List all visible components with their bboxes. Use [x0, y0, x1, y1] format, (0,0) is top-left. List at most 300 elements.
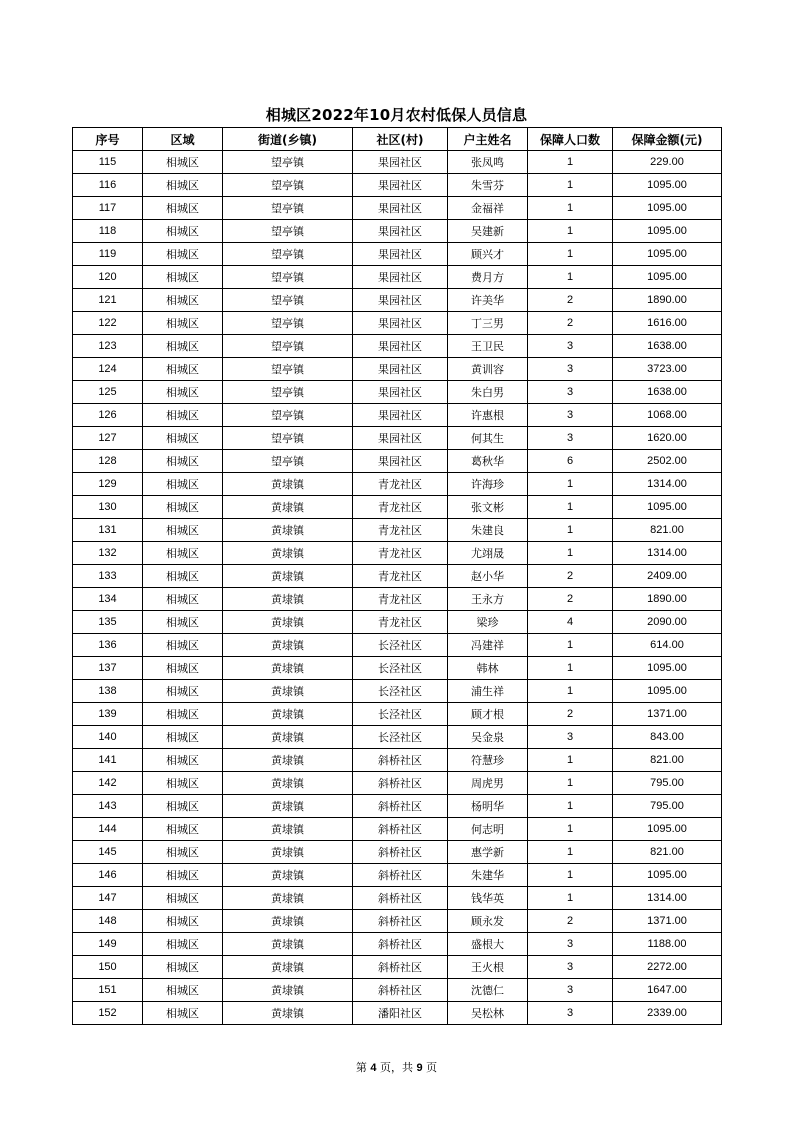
recipient-table	[72, 127, 722, 1025]
table-row	[73, 496, 722, 519]
town-cell: 黄埭镇	[223, 611, 353, 634]
covered-persons-cell: 1	[528, 473, 613, 496]
district-cell: 相城区	[143, 611, 223, 634]
householder-cell: 金福祥	[448, 197, 528, 220]
community-cell: 斜桥社区	[353, 795, 448, 818]
table-row	[73, 795, 722, 818]
header-row	[73, 128, 722, 151]
serial-cell: 144	[73, 818, 143, 841]
serial-cell: 118	[73, 220, 143, 243]
column-header-serial: 序号	[73, 128, 143, 151]
community-cell: 青龙社区	[353, 473, 448, 496]
householder-cell: 沈德仁	[448, 979, 528, 1002]
district-cell: 相城区	[143, 519, 223, 542]
serial-cell: 115	[73, 151, 143, 174]
serial-cell: 125	[73, 381, 143, 404]
amount-cell: 795.00	[613, 772, 722, 795]
householder-cell: 许海珍	[448, 473, 528, 496]
covered-persons-cell: 3	[528, 933, 613, 956]
amount-cell: 614.00	[613, 634, 722, 657]
amount-cell: 1095.00	[613, 864, 722, 887]
serial-cell: 143	[73, 795, 143, 818]
amount-cell: 1638.00	[613, 335, 722, 358]
town-cell: 黄埭镇	[223, 565, 353, 588]
footer-middle: 页，共	[376, 1061, 417, 1074]
table-row	[73, 726, 722, 749]
community-cell: 长泾社区	[353, 634, 448, 657]
serial-cell: 130	[73, 496, 143, 519]
district-cell: 相城区	[143, 979, 223, 1002]
serial-cell: 151	[73, 979, 143, 1002]
district-cell: 相城区	[143, 703, 223, 726]
community-cell: 青龙社区	[353, 496, 448, 519]
amount-cell: 795.00	[613, 795, 722, 818]
amount-cell: 1095.00	[613, 496, 722, 519]
table-row	[73, 864, 722, 887]
householder-cell: 黄训容	[448, 358, 528, 381]
district-cell: 相城区	[143, 243, 223, 266]
covered-persons-cell: 2	[528, 289, 613, 312]
district-cell: 相城区	[143, 864, 223, 887]
serial-cell: 126	[73, 404, 143, 427]
amount-cell: 1616.00	[613, 312, 722, 335]
district-cell: 相城区	[143, 910, 223, 933]
table-row	[73, 427, 722, 450]
community-cell: 长泾社区	[353, 680, 448, 703]
table-row	[73, 542, 722, 565]
serial-cell: 147	[73, 887, 143, 910]
covered-persons-cell: 1	[528, 841, 613, 864]
community-cell: 青龙社区	[353, 611, 448, 634]
community-cell: 青龙社区	[353, 565, 448, 588]
table-row	[73, 887, 722, 910]
community-cell: 青龙社区	[353, 542, 448, 565]
amount-cell: 1188.00	[613, 933, 722, 956]
serial-cell: 122	[73, 312, 143, 335]
householder-cell: 许惠根	[448, 404, 528, 427]
table-row	[73, 634, 722, 657]
district-cell: 相城区	[143, 634, 223, 657]
community-cell: 果园社区	[353, 197, 448, 220]
town-cell: 望亭镇	[223, 358, 353, 381]
table-row	[73, 611, 722, 634]
district-cell: 相城区	[143, 933, 223, 956]
district-cell: 相城区	[143, 289, 223, 312]
community-cell: 斜桥社区	[353, 818, 448, 841]
district-cell: 相城区	[143, 680, 223, 703]
covered-persons-cell: 3	[528, 404, 613, 427]
community-cell: 果园社区	[353, 151, 448, 174]
householder-cell: 韩林	[448, 657, 528, 680]
serial-cell: 139	[73, 703, 143, 726]
amount-cell: 1620.00	[613, 427, 722, 450]
covered-persons-cell: 2	[528, 312, 613, 335]
town-cell: 望亭镇	[223, 335, 353, 358]
table-row	[73, 519, 722, 542]
serial-cell: 140	[73, 726, 143, 749]
serial-cell: 150	[73, 956, 143, 979]
community-cell: 果园社区	[353, 243, 448, 266]
covered-persons-cell: 3	[528, 427, 613, 450]
table-header	[73, 128, 722, 151]
serial-cell: 134	[73, 588, 143, 611]
community-cell: 斜桥社区	[353, 864, 448, 887]
current-page-number: 4	[370, 1062, 377, 1074]
table-row	[73, 243, 722, 266]
community-cell: 果园社区	[353, 266, 448, 289]
householder-cell: 许美华	[448, 289, 528, 312]
householder-cell: 何志明	[448, 818, 528, 841]
householder-cell: 吴建新	[448, 220, 528, 243]
householder-cell: 张文彬	[448, 496, 528, 519]
householder-cell: 顾兴才	[448, 243, 528, 266]
amount-cell: 2409.00	[613, 565, 722, 588]
page-title: 相城区2022年10月农村低保人员信息	[265, 106, 528, 124]
householder-cell: 顾才根	[448, 703, 528, 726]
amount-cell: 2272.00	[613, 956, 722, 979]
covered-persons-cell: 1	[528, 864, 613, 887]
community-cell: 斜桥社区	[353, 841, 448, 864]
table-row	[73, 312, 722, 335]
district-cell: 相城区	[143, 473, 223, 496]
covered-persons-cell: 1	[528, 657, 613, 680]
district-cell: 相城区	[143, 657, 223, 680]
householder-cell: 葛秋华	[448, 450, 528, 473]
column-header-town: 街道(乡镇)	[223, 128, 353, 151]
covered-persons-cell: 4	[528, 611, 613, 634]
householder-cell: 浦生祥	[448, 680, 528, 703]
town-cell: 望亭镇	[223, 450, 353, 473]
covered-persons-cell: 1	[528, 680, 613, 703]
district-cell: 相城区	[143, 174, 223, 197]
community-cell: 果园社区	[353, 404, 448, 427]
community-cell: 潘阳社区	[353, 1002, 448, 1025]
householder-cell: 尤翊晟	[448, 542, 528, 565]
district-cell: 相城区	[143, 565, 223, 588]
householder-cell: 朱建良	[448, 519, 528, 542]
covered-persons-cell: 3	[528, 1002, 613, 1025]
town-cell: 望亭镇	[223, 266, 353, 289]
covered-persons-cell: 3	[528, 381, 613, 404]
covered-persons-cell: 1	[528, 749, 613, 772]
householder-cell: 费月方	[448, 266, 528, 289]
community-cell: 果园社区	[353, 427, 448, 450]
table-row	[73, 404, 722, 427]
serial-cell: 148	[73, 910, 143, 933]
serial-cell: 123	[73, 335, 143, 358]
district-cell: 相城区	[143, 312, 223, 335]
householder-cell: 盛根大	[448, 933, 528, 956]
community-cell: 斜桥社区	[353, 933, 448, 956]
table-row	[73, 749, 722, 772]
town-cell: 望亭镇	[223, 220, 353, 243]
community-cell: 青龙社区	[353, 588, 448, 611]
town-cell: 黄埭镇	[223, 726, 353, 749]
serial-cell: 141	[73, 749, 143, 772]
covered-persons-cell: 6	[528, 450, 613, 473]
town-cell: 望亭镇	[223, 151, 353, 174]
householder-cell: 符慧珍	[448, 749, 528, 772]
covered-persons-cell: 1	[528, 496, 613, 519]
community-cell: 果园社区	[353, 220, 448, 243]
amount-cell: 1095.00	[613, 174, 722, 197]
table-row	[73, 956, 722, 979]
covered-persons-cell: 3	[528, 956, 613, 979]
community-cell: 果园社区	[353, 358, 448, 381]
total-page-count: 9	[416, 1062, 423, 1074]
district-cell: 相城区	[143, 795, 223, 818]
community-cell: 斜桥社区	[353, 772, 448, 795]
amount-cell: 1068.00	[613, 404, 722, 427]
table-row	[73, 266, 722, 289]
community-cell: 长泾社区	[353, 657, 448, 680]
serial-cell: 132	[73, 542, 143, 565]
covered-persons-cell: 3	[528, 979, 613, 1002]
householder-cell: 顾永发	[448, 910, 528, 933]
amount-cell: 1890.00	[613, 588, 722, 611]
covered-persons-cell: 2	[528, 565, 613, 588]
covered-persons-cell: 1	[528, 634, 613, 657]
covered-persons-cell: 1	[528, 795, 613, 818]
householder-cell: 冯建祥	[448, 634, 528, 657]
community-cell: 长泾社区	[353, 726, 448, 749]
householder-cell: 惠学新	[448, 841, 528, 864]
serial-cell: 124	[73, 358, 143, 381]
town-cell: 黄埭镇	[223, 588, 353, 611]
covered-persons-cell: 1	[528, 151, 613, 174]
amount-cell: 2339.00	[613, 1002, 722, 1025]
householder-cell: 朱雪芬	[448, 174, 528, 197]
town-cell: 黄埭镇	[223, 749, 353, 772]
community-cell: 斜桥社区	[353, 910, 448, 933]
table-row	[73, 772, 722, 795]
covered-persons-cell: 3	[528, 335, 613, 358]
amount-cell: 1314.00	[613, 542, 722, 565]
community-cell: 斜桥社区	[353, 887, 448, 910]
householder-cell: 赵小华	[448, 565, 528, 588]
community-cell: 果园社区	[353, 335, 448, 358]
amount-cell: 1095.00	[613, 266, 722, 289]
serial-cell: 152	[73, 1002, 143, 1025]
amount-cell: 1371.00	[613, 703, 722, 726]
town-cell: 黄埭镇	[223, 519, 353, 542]
serial-cell: 127	[73, 427, 143, 450]
covered-persons-cell: 3	[528, 358, 613, 381]
district-cell: 相城区	[143, 1002, 223, 1025]
town-cell: 望亭镇	[223, 243, 353, 266]
town-cell: 黄埭镇	[223, 910, 353, 933]
amount-cell: 821.00	[613, 749, 722, 772]
town-cell: 黄埭镇	[223, 542, 353, 565]
community-cell: 斜桥社区	[353, 749, 448, 772]
district-cell: 相城区	[143, 266, 223, 289]
footer-suffix: 页	[422, 1061, 438, 1074]
table-row	[73, 703, 722, 726]
town-cell: 黄埭镇	[223, 703, 353, 726]
town-cell: 望亭镇	[223, 427, 353, 450]
householder-cell: 王火根	[448, 956, 528, 979]
householder-cell: 吴金泉	[448, 726, 528, 749]
householder-cell: 王永方	[448, 588, 528, 611]
householder-cell: 丁三男	[448, 312, 528, 335]
table-row	[73, 933, 722, 956]
community-cell: 斜桥社区	[353, 979, 448, 1002]
town-cell: 黄埭镇	[223, 1002, 353, 1025]
town-cell: 望亭镇	[223, 381, 353, 404]
district-cell: 相城区	[143, 726, 223, 749]
serial-cell: 146	[73, 864, 143, 887]
community-cell: 果园社区	[353, 174, 448, 197]
district-cell: 相城区	[143, 197, 223, 220]
covered-persons-cell: 2	[528, 588, 613, 611]
table-row	[73, 197, 722, 220]
town-cell: 黄埭镇	[223, 956, 353, 979]
town-cell: 望亭镇	[223, 289, 353, 312]
serial-cell: 128	[73, 450, 143, 473]
covered-persons-cell: 1	[528, 220, 613, 243]
column-header-district: 区域	[143, 128, 223, 151]
serial-cell: 137	[73, 657, 143, 680]
town-cell: 黄埭镇	[223, 657, 353, 680]
table-row	[73, 473, 722, 496]
town-cell: 黄埭镇	[223, 634, 353, 657]
column-header-community: 社区(村)	[353, 128, 448, 151]
covered-persons-cell: 2	[528, 910, 613, 933]
column-header-householder: 户主姓名	[448, 128, 528, 151]
serial-cell: 145	[73, 841, 143, 864]
table-row	[73, 450, 722, 473]
serial-cell: 117	[73, 197, 143, 220]
page-footer	[0, 1059, 793, 1075]
table-row	[73, 818, 722, 841]
table-row	[73, 358, 722, 381]
covered-persons-cell: 1	[528, 197, 613, 220]
district-cell: 相城区	[143, 841, 223, 864]
householder-cell: 杨明华	[448, 795, 528, 818]
community-cell: 果园社区	[353, 450, 448, 473]
town-cell: 望亭镇	[223, 312, 353, 335]
column-header-covered-persons: 保障人口数	[528, 128, 613, 151]
district-cell: 相城区	[143, 358, 223, 381]
footer-prefix: 第	[355, 1061, 371, 1074]
householder-cell: 张凤鸣	[448, 151, 528, 174]
table-row	[73, 588, 722, 611]
serial-cell: 138	[73, 680, 143, 703]
district-cell: 相城区	[143, 496, 223, 519]
table-row	[73, 841, 722, 864]
town-cell: 望亭镇	[223, 174, 353, 197]
amount-cell: 1638.00	[613, 381, 722, 404]
town-cell: 黄埭镇	[223, 496, 353, 519]
district-cell: 相城区	[143, 381, 223, 404]
amount-cell: 229.00	[613, 151, 722, 174]
town-cell: 黄埭镇	[223, 680, 353, 703]
serial-cell: 142	[73, 772, 143, 795]
community-cell: 青龙社区	[353, 519, 448, 542]
covered-persons-cell: 2	[528, 703, 613, 726]
table-row	[73, 565, 722, 588]
district-cell: 相城区	[143, 956, 223, 979]
table-row	[73, 335, 722, 358]
covered-persons-cell: 3	[528, 726, 613, 749]
serial-cell: 135	[73, 611, 143, 634]
district-cell: 相城区	[143, 151, 223, 174]
covered-persons-cell: 1	[528, 266, 613, 289]
town-cell: 黄埭镇	[223, 933, 353, 956]
town-cell: 黄埭镇	[223, 473, 353, 496]
amount-cell: 843.00	[613, 726, 722, 749]
community-cell: 斜桥社区	[353, 956, 448, 979]
householder-cell: 朱建华	[448, 864, 528, 887]
table-row	[73, 381, 722, 404]
town-cell: 望亭镇	[223, 197, 353, 220]
town-cell: 黄埭镇	[223, 841, 353, 864]
table-row	[73, 1002, 722, 1025]
district-cell: 相城区	[143, 772, 223, 795]
community-cell: 果园社区	[353, 312, 448, 335]
serial-cell: 133	[73, 565, 143, 588]
town-cell: 黄埭镇	[223, 979, 353, 1002]
serial-cell: 119	[73, 243, 143, 266]
town-cell: 黄埭镇	[223, 887, 353, 910]
amount-cell: 1371.00	[613, 910, 722, 933]
table-row	[73, 979, 722, 1002]
amount-cell: 1314.00	[613, 887, 722, 910]
community-cell: 长泾社区	[353, 703, 448, 726]
serial-cell: 120	[73, 266, 143, 289]
serial-cell: 149	[73, 933, 143, 956]
table-row	[73, 910, 722, 933]
covered-persons-cell: 1	[528, 174, 613, 197]
serial-cell: 131	[73, 519, 143, 542]
district-cell: 相城区	[143, 749, 223, 772]
amount-cell: 2502.00	[613, 450, 722, 473]
householder-cell: 何其生	[448, 427, 528, 450]
table-body	[73, 151, 722, 1025]
covered-persons-cell: 1	[528, 887, 613, 910]
amount-cell: 1095.00	[613, 818, 722, 841]
table-row	[73, 289, 722, 312]
community-cell: 果园社区	[353, 381, 448, 404]
serial-cell: 121	[73, 289, 143, 312]
serial-cell: 116	[73, 174, 143, 197]
amount-cell: 2090.00	[613, 611, 722, 634]
amount-cell: 3723.00	[613, 358, 722, 381]
amount-cell: 1314.00	[613, 473, 722, 496]
serial-cell: 129	[73, 473, 143, 496]
table-row	[73, 220, 722, 243]
householder-cell: 吴松林	[448, 1002, 528, 1025]
amount-cell: 1647.00	[613, 979, 722, 1002]
householder-cell: 梁珍	[448, 611, 528, 634]
column-header-amount: 保障金额(元)	[613, 128, 722, 151]
householder-cell: 钱华英	[448, 887, 528, 910]
district-cell: 相城区	[143, 887, 223, 910]
district-cell: 相城区	[143, 818, 223, 841]
district-cell: 相城区	[143, 542, 223, 565]
covered-persons-cell: 1	[528, 519, 613, 542]
town-cell: 黄埭镇	[223, 772, 353, 795]
town-cell: 望亭镇	[223, 404, 353, 427]
covered-persons-cell: 1	[528, 243, 613, 266]
community-cell: 果园社区	[353, 289, 448, 312]
amount-cell: 1095.00	[613, 680, 722, 703]
householder-cell: 周虎男	[448, 772, 528, 795]
town-cell: 黄埭镇	[223, 864, 353, 887]
serial-cell: 136	[73, 634, 143, 657]
table-row	[73, 151, 722, 174]
district-cell: 相城区	[143, 427, 223, 450]
